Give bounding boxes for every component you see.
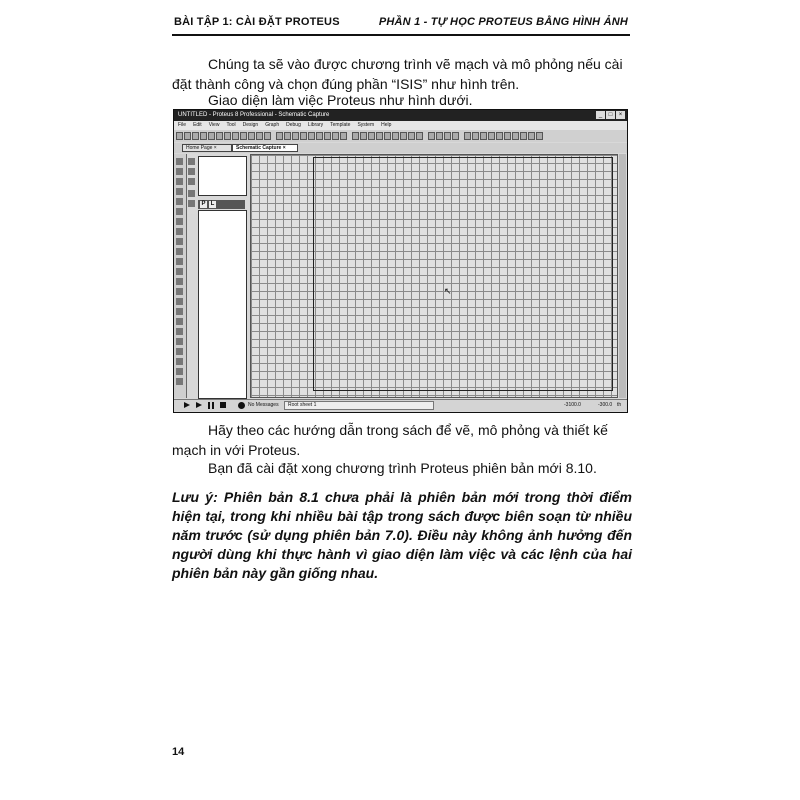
proteus-screenshot (173, 109, 628, 413)
menu-view[interactable]: View (208, 122, 220, 128)
menu-tool[interactable]: Tool (226, 122, 236, 128)
package-tool-icon[interactable] (444, 132, 451, 140)
angle-icon[interactable] (188, 178, 195, 185)
decompose-icon[interactable] (452, 132, 459, 140)
tab-schematic-capture[interactable] (232, 144, 298, 152)
component-mode-icon[interactable] (176, 168, 183, 175)
arc-icon[interactable] (176, 338, 183, 345)
circle-icon[interactable] (176, 328, 183, 335)
toolbar-separator (272, 132, 275, 140)
selection-mode-icon[interactable] (176, 158, 183, 165)
graph-mode-icon[interactable] (176, 248, 183, 255)
menu-system[interactable]: System (357, 122, 375, 128)
new-sheet-icon[interactable] (488, 132, 495, 140)
coordinate-x: -3100.0 (564, 402, 581, 408)
rotate-ccw-icon[interactable] (188, 168, 195, 175)
remove-sheet-icon[interactable] (496, 132, 503, 140)
maximize-button[interactable]: □ (606, 111, 615, 119)
schematic-icon[interactable] (216, 132, 223, 140)
open-file-icon[interactable] (184, 132, 191, 140)
wire-label-icon[interactable] (176, 188, 183, 195)
zoom-in-icon[interactable] (316, 132, 323, 140)
sheet-status-box (284, 401, 434, 410)
paragraph-2: Giao diện làm việc Proteus như hình dưới. (208, 92, 473, 108)
tab-home-page-label: Home Page (186, 145, 213, 151)
object-selector-list[interactable] (198, 210, 247, 399)
device-pins-icon[interactable] (176, 238, 183, 245)
sheet-status-text: Root sheet 1 (288, 402, 317, 408)
virtual-instruments-icon[interactable] (176, 298, 183, 305)
origin-icon[interactable] (292, 132, 299, 140)
coordinate-unit: th (617, 402, 622, 408)
grid-icon[interactable] (284, 132, 291, 140)
pan-icon[interactable] (308, 132, 315, 140)
toolbar-separator (424, 132, 427, 140)
pick-device-icon[interactable] (428, 132, 435, 140)
home-icon[interactable] (208, 132, 215, 140)
schematic-editing-window[interactable] (250, 154, 618, 398)
menu-library[interactable]: Library (307, 122, 324, 128)
vertical-scrollbar[interactable] (619, 154, 626, 398)
message-status-icon (238, 402, 245, 409)
rotation-toolbar (187, 154, 197, 214)
paragraph-3: Hãy theo các hướng dẫn trong sách để vẽ, mô phỏng và thiết kế mạch in với Proteus. (172, 422, 608, 458)
header-right: PHẦN 1 - TỰ HỌC PROTEUS BẰNG HÌNH ẢNH (378, 16, 628, 28)
new-file-icon[interactable] (176, 132, 183, 140)
copy-icon[interactable] (376, 132, 383, 140)
menu-debug[interactable]: Debug (286, 122, 301, 128)
property-tool-icon[interactable] (480, 132, 487, 140)
block-delete-icon[interactable] (416, 132, 423, 140)
pause-icon[interactable] (208, 402, 214, 409)
redo-icon[interactable] (360, 132, 367, 140)
sheet-border (313, 157, 613, 391)
bom-icon[interactable] (248, 132, 255, 140)
window-titlebar (174, 110, 627, 121)
menu-help[interactable]: Help (381, 122, 392, 128)
text-icon[interactable] (176, 358, 183, 365)
terminals-icon[interactable] (176, 228, 183, 235)
current-probe-icon[interactable] (176, 288, 183, 295)
rotate-cw-icon[interactable] (188, 158, 195, 165)
zoom-all-icon[interactable] (332, 132, 339, 140)
ares-icon[interactable] (536, 132, 543, 140)
toolbar-separator (348, 132, 351, 140)
window-controls (596, 111, 625, 119)
device-selector-bar (198, 200, 245, 209)
menu-bar (174, 121, 627, 130)
status-bar (174, 399, 627, 411)
library-manager-button[interactable]: L (210, 201, 215, 207)
path-icon[interactable] (176, 348, 183, 355)
subcircuit-icon[interactable] (176, 218, 183, 225)
pick-devices-button[interactable]: P (201, 201, 206, 207)
exit-parent-icon[interactable] (504, 132, 511, 140)
source-code-icon[interactable] (256, 132, 263, 140)
line-icon[interactable] (176, 308, 183, 315)
crosshair-icon[interactable] (300, 132, 307, 140)
mode-toolbar (174, 154, 187, 398)
voltage-probe-icon[interactable] (176, 278, 183, 285)
gerber-icon[interactable] (240, 132, 247, 140)
3d-view-icon[interactable] (232, 132, 239, 140)
block-rotate-icon[interactable] (408, 132, 415, 140)
window-title: UNTITLED - Proteus 8 Professional - Schematic Capture (178, 112, 330, 118)
zoom-area-icon[interactable] (340, 132, 347, 140)
tape-recorder-icon[interactable] (176, 258, 183, 265)
step-icon[interactable] (196, 402, 202, 408)
tab-home-page[interactable] (182, 144, 232, 152)
close-project-icon[interactable] (200, 132, 207, 140)
marker-icon[interactable] (176, 378, 183, 385)
minimize-button[interactable]: _ (596, 111, 605, 119)
cut-icon[interactable] (368, 132, 375, 140)
mirror-y-icon[interactable] (188, 200, 195, 207)
bom-report-icon[interactable] (512, 132, 519, 140)
page-header (172, 12, 630, 36)
box-icon[interactable] (176, 318, 183, 325)
header-left: BÀI TẬP 1: CÀI ĐẶT PROTEUS (174, 16, 340, 28)
search-tag-icon[interactable] (472, 132, 479, 140)
save-icon[interactable] (192, 132, 199, 140)
electrical-check-icon[interactable] (520, 132, 527, 140)
symbol-icon[interactable] (176, 368, 183, 375)
paragraph-1: Chúng ta sẽ vào được chương trình vẽ mạch và mô phỏng nếu cài đặt thành công và chọn đúng phần “ISIS” như hình trên. (172, 56, 623, 92)
zoom-out-icon[interactable] (324, 132, 331, 140)
tab-bar (174, 143, 627, 153)
coordinate-y: -300.0 (598, 402, 613, 408)
toolbar-separator (460, 132, 463, 140)
netlist-icon[interactable] (528, 132, 535, 140)
tab-close-icon[interactable]: × (282, 145, 286, 151)
note-paragraph: Lưu ý: Phiên bản 8.1 chưa phải là phiên bản mới trong thời điểm hiện tại, trong khi nhiều bài tập trong sách được biên soạn từ nhiều năm trước (sử dụng phiên bản 7.0). Điều này không ảnh hưởng đến người dùng khi thực hành vì giao diện làm việc và các lệnh của hai phiên bản này gần giống nhau. (172, 489, 632, 581)
make-device-icon[interactable] (436, 132, 443, 140)
wire-autorouter-icon[interactable] (464, 132, 471, 140)
help-icon[interactable] (264, 132, 271, 140)
paste-icon[interactable] (384, 132, 391, 140)
mirror-x-icon[interactable] (188, 190, 195, 197)
mouse-pointer-icon: ↖ (444, 286, 452, 296)
refresh-icon[interactable] (276, 132, 283, 140)
main-toolbar (174, 130, 627, 142)
text-script-icon[interactable] (176, 198, 183, 205)
overview-window[interactable] (198, 156, 247, 196)
tab-schematic-capture-label: Schematic Capture (236, 145, 282, 151)
menu-template[interactable]: Template (330, 122, 351, 128)
menu-file[interactable]: File (178, 122, 187, 128)
play-icon[interactable] (184, 402, 190, 408)
paragraph-4: Bạn đã cài đặt xong chương trình Proteus phiên bản mới 8.10. (208, 460, 597, 476)
page-number: 14 (172, 746, 185, 758)
menu-design[interactable]: Design (242, 122, 259, 128)
block-copy-icon[interactable] (392, 132, 399, 140)
junction-dot-icon[interactable] (176, 178, 183, 185)
menu-edit[interactable]: Edit (193, 122, 202, 128)
stop-icon[interactable] (220, 402, 226, 408)
pcb-icon[interactable] (224, 132, 231, 140)
menu-graph[interactable]: Graph (265, 122, 280, 128)
block-move-icon[interactable] (400, 132, 407, 140)
undo-icon[interactable] (352, 132, 359, 140)
generator-icon[interactable] (176, 268, 183, 275)
close-button[interactable]: × (616, 111, 625, 119)
tab-close-icon[interactable]: × (213, 145, 217, 151)
message-text: No Messages (248, 402, 279, 408)
buses-icon[interactable] (176, 208, 183, 215)
